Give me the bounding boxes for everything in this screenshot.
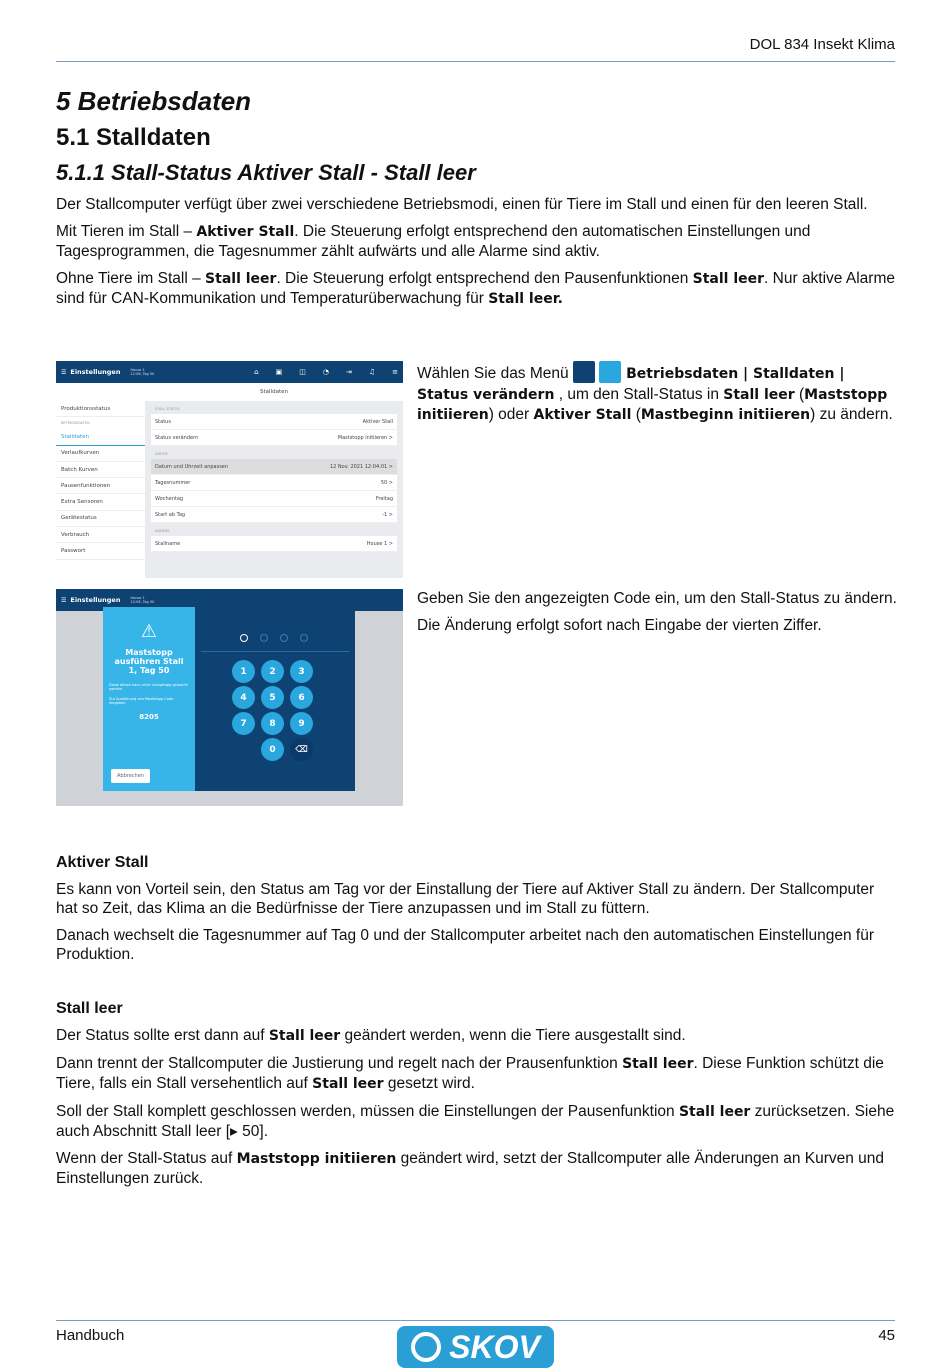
settings-icon [599,361,621,383]
step1-text: Wählen Sie das Menü Betriebsdaten | Stalldaten | Status verändern , um den Stall-Status in Stall leer (Maststopp initiieren) oder Aktiver Stall (Mastbeginn initiieren) zu ändern. [417,361,897,426]
dialog-title: Maststopp ausführen Stall 1, Tag 50 [114,648,184,675]
aktiver-stall-heading: Aktiver Stall [56,854,149,871]
export-icon: ⇥ [345,368,352,376]
page-header [56,36,895,62]
key-0[interactable]: 0 [261,738,284,761]
key-9[interactable]: 9 [290,712,313,735]
fan-icon: ▣ [275,368,283,376]
stalldaten-panel: Stalldaten STALL STATUS Status Aktiver Stall Status verändern Maststopp initiieren > DATUM Datum und Uhrzeit anpassen 12 Nov. 2021 12:04:01 > Tagesnummer 50 > Wochentag Freitag Start ab Tag -1 > ANDERE Stallname House 1 > [145,383,403,578]
key-4[interactable]: 4 [232,686,255,709]
key-1[interactable]: 1 [232,660,255,683]
doc-title: DOL 834 Insekt Klima [749,36,895,53]
intro-p2: Mit Tieren im Stall – Aktiver Stall. Die Steuerung erfolgt entsprechend den automatischen Einstellungen und Tagesprogrammen, die Tagesnummer zählt aufwärts und alle Alarme sind aktiv. [56,223,811,260]
app-toolbar: ☰ Einstellungen House 1 12:06, Tag 50 ⌂ ▣ ◫ ◔ ⇥ ♫ ≡ [56,361,403,383]
code-dialog-screenshot: ☰ Einstellungen House 1 12:06, Tag 50 ⚠ Maststopp ausführen Stall 1, Tag 50 Diese Aktion kann nicht rückgängig gemacht werden. Zur Ausführung von Maststopp Code eingeben. 8205 Abbrechen 1 2 3 4 5 6 7 8 9 0 ⌫ [56,589,403,806]
feed-icon: ◫ [299,368,306,376]
menu-icon: ☰ [61,368,67,376]
stall-leer-section: Stall leer Der Status sollte erst dann auf Stall leer geändert werden, wenn die Tiere ausgestallt sind. Dann trennt der Stallcomputer die Justierung und regelt nach der Prausenfunktion Stall leer. Diese Funktion schützt die Tiere, falls ein Stall versehentlich auf Stall leer gesetzt wird. Soll der Stall komplett geschlossen werden, müssen die Einstellungen der Pausenfunktion Stall leer zurücksetzen. Siehe auch Abschnitt Stall leer [▸ 50]. Wenn der Stall-Status auf Maststopp initiieren geändert wird, setzt der Stallcomputer alle Änderungen an Kurven und Einstellungen zurück. [56,1000,895,1187]
status-change-row[interactable]: Status verändern Maststopp initiieren > [151,430,397,446]
section-title: 5.1 Stalldaten [56,124,211,151]
intro-p3: Ohne Tiere im Stall – Stall leer. Die Steuerung erfolgt entsprechend den Pausenfunktionen Stall leer. Nur aktive Alarme sind für CAN-Kommunikation und Temperaturüberwachung für Stall leer. [56,270,895,307]
page-number: 45 [878,1327,895,1344]
hamburger-icon: ≡ [392,368,398,376]
subsection-title: 5.1.1 Stall-Status Aktiver Stall - Stall leer [56,160,476,185]
step2-text: Geben Sie den angezeigten Code ein, um den Stall-Status zu ändern. Die Änderung erfolgt sofort nach Eingabe der vierten Ziffer. [417,590,897,634]
alarm-icon: ♫ [368,368,376,376]
key-8[interactable]: 8 [261,712,284,735]
footer-label: Handbuch [56,1327,125,1344]
settings-sidebar: Produktionsstatus BETRIEBSDATEN Stalldaten Verlaufkurven Batch Kurven Pausenfunktionen Extra Sensoren Gerätestatus Verbrauch Passwort [56,383,145,578]
chapter-title: 5 Betriebsdaten [56,86,252,116]
toolbar-icons [254,368,398,376]
confirmation-code: 8205 [139,713,159,721]
key-7[interactable]: 7 [232,712,255,735]
house-icon: ⌂ [254,368,259,376]
cross-reference-link[interactable]: Stall leer [▸ 50] [161,1123,264,1140]
app-title: Einstellungen [70,368,121,376]
key-5[interactable]: 5 [261,686,284,709]
backspace-icon[interactable]: ⌫ [290,738,313,761]
key-2[interactable]: 2 [261,660,284,683]
aktiver-stall-section: Aktiver Stall Es kann von Vorteil sein, den Status am Tag vor der Einstallung der Tiere auf Aktiver Stall zu ändern. Der Stallcomputer hat so Zeit, das Klima an die Bedürfnisse der Tiere anzupassen und im Stall zu füttern. Danach wechselt die Tagesnummer auf Tag 0 und der Stallcomputer arbeitet nach den automatischen Einstellungen für Produktion. [56,854,895,972]
intro [56,195,895,317]
stall-leer-heading: Stall leer [56,1000,123,1017]
climate-icon: ◔ [322,368,329,376]
skov-logo: SKOV [397,1326,554,1368]
stalldaten-screenshot [56,361,403,578]
sidebar-item-stalldaten[interactable]: Stalldaten [56,429,145,445]
logo-icon [411,1332,441,1362]
code-dialog: ⚠ Maststopp ausführen Stall 1, Tag 50 Diese Aktion kann nicht rückgängig gemacht werden. Zur Ausführung von Maststopp Code eingeben. 8205 Abbrechen 1 2 3 4 5 6 7 8 9 0 ⌫ [103,607,355,791]
intro-p1: Der Stallcomputer verfügt über zwei verschiedene Betriebsmodi, einen für Tiere im Stall und einen für den leeren Stall. [56,196,868,213]
key-6[interactable]: 6 [290,686,313,709]
menu-icon [573,361,595,383]
cancel-button[interactable]: Abbrechen [111,769,150,783]
warning-icon: ⚠ [140,621,158,642]
key-3[interactable]: 3 [290,660,313,683]
